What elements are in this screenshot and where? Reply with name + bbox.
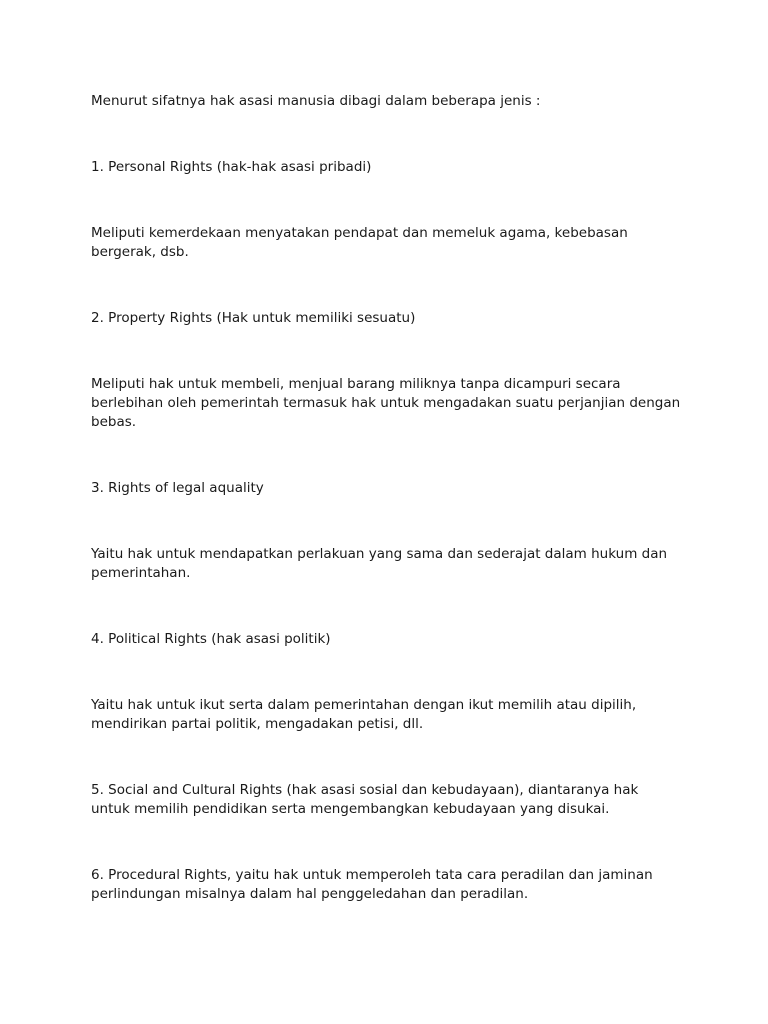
heading-property-rights: 2. Property Rights (Hak untuk memiliki sesuatu) [91,310,416,326]
heading-personal-rights: 1. Personal Rights (hak-hak asasi pribadi) [91,159,372,175]
paragraph-procedural-rights: 6. Procedural Rights, yaitu hak untuk memperoleh tata cara peradilan dan jaminan perlindungan misalnya dalam hal penggeledahan dan peradilan. [91,867,653,902]
document-body [91,92,681,951]
paragraph-political-rights: Yaitu hak untuk ikut serta dalam pemerintahan dengan ikut memilih atau dipilih, mendirikan partai politik, mengadakan petisi, dll. [91,697,637,732]
intro-paragraph: Menurut sifatnya hak asasi manusia dibagi dalam beberapa jenis : [91,93,541,109]
paragraph-legal-equality-rights: Yaitu hak untuk mendapatkan perlakuan yang sama dan sederajat dalam hukum dan pemerintahan. [91,546,668,581]
paragraph-personal-rights: Meliputi kemerdekaan menyatakan pendapat dan memeluk agama, kebebasan bergerak, dsb. [91,225,628,260]
heading-legal-equality-rights: 3. Rights of legal aquality [91,480,264,496]
paragraph-property-rights: Meliputi hak untuk membeli, menjual barang miliknya tanpa dicampuri secara berlebihan oleh pemerintah termasuk hak untuk mengadakan suatu perjanjian dengan bebas. [91,376,681,430]
heading-political-rights: 4. Political Rights (hak asasi politik) [91,631,331,647]
paragraph-social-cultural-rights: 5. Social and Cultural Rights (hak asasi sosial dan kebudayaan), diantaranya hak untuk memilih pendidikan serta mengembangkan kebudayaan yang disukai. [91,782,639,817]
